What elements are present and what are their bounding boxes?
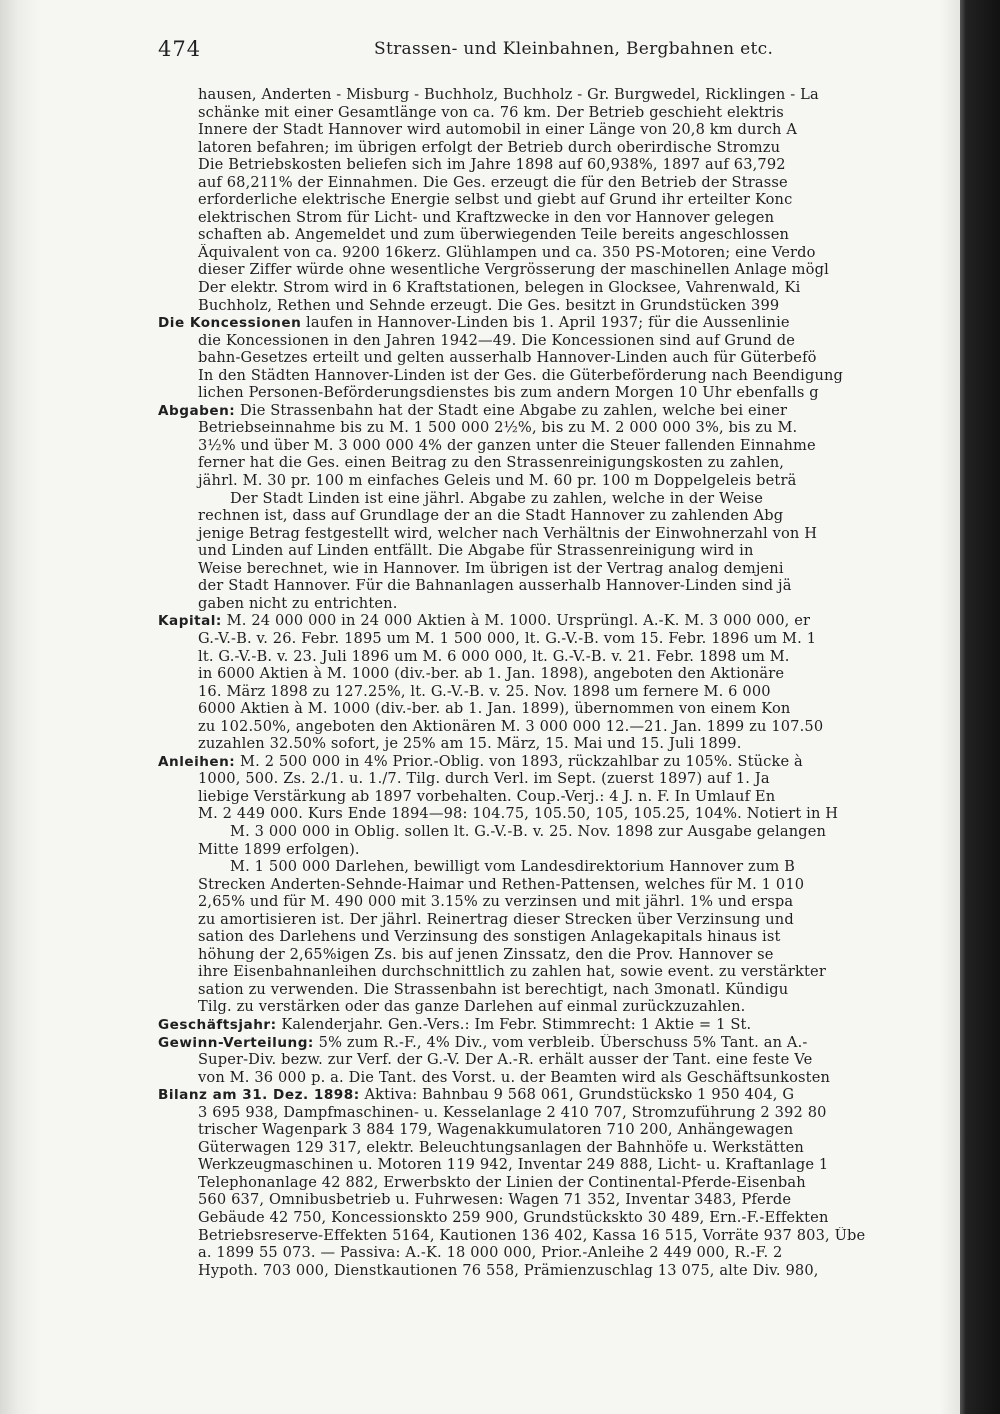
text-line	[158, 858, 958, 876]
text-line	[158, 595, 958, 613]
text-line	[158, 770, 958, 788]
text-line	[158, 174, 958, 192]
line-text: 1000, 500. Zs. 2./1. u. 1./7. Tilg. durch Verl. im Sept. (zuerst 1897) auf 1. Ja	[198, 770, 770, 788]
line-text: ihre Eisenbahnanleihen durchschnittlich zu zahlen hat, sowie event. zu verstärkter	[198, 963, 826, 981]
line-text: sation des Darlehens und Verzinsung des sonstigen Anlagekapitals hinaus ist	[198, 928, 781, 946]
line-text: Güterwagen 129 317, elektr. Beleuchtungsanlagen der Bahnhöfe u. Werkstätten	[198, 1138, 804, 1156]
text-line	[158, 367, 958, 385]
line-text: trischer Wagenpark 3 884 179, Wagenakkumulatoren 710 200, Anhängewagen	[198, 1121, 794, 1139]
line-text: Betriebsreserve-Effekten 5164, Kautionen 136 402, Kassa 16 515, Vorräte 937 803, Übe	[198, 1226, 866, 1244]
text-line	[158, 507, 958, 525]
text-line	[158, 1139, 958, 1157]
line-text: zuzahlen 32.50% sofort, je 25% am 15. März, 15. Mai und 15. Juli 1899.	[198, 735, 742, 753]
line-text: Innere der Stadt Hannover wird automobil in einer Länge von 20,8 km durch A	[198, 121, 798, 139]
line-text: Der Stadt Linden ist eine jährl. Abgabe zu zahlen, welche in der Weise	[230, 489, 764, 507]
text-line	[158, 279, 958, 297]
text-line	[158, 542, 958, 560]
line-text: jenige Betrag festgestellt wird, welcher nach Verhältnis der Einwohnerzahl von H	[198, 524, 818, 542]
line-text: zu amortisieren ist. Der jährl. Reinertrag dieser Strecken über Verzinsung und	[198, 910, 794, 928]
text-line	[158, 139, 958, 157]
text-line	[158, 244, 958, 262]
text-line	[158, 1156, 958, 1174]
text-line	[158, 1262, 958, 1280]
book-binding-edge	[960, 0, 1000, 1414]
line-text: der Stadt Hannover. Für die Bahnanlagen ausserhalb Hannover-Linden sind jä	[198, 577, 792, 595]
section-lead: Bilanz am 31. Dez. 1898:	[158, 1087, 360, 1104]
line-text: latoren befahren; im übrigen erfolgt der Betrieb durch oberirdische Stromzu	[198, 138, 781, 156]
text-line	[158, 665, 958, 683]
line-text: höhung der 2,65%igen Zs. bis auf jenen Zinssatz, den die Prov. Hannover se	[198, 945, 774, 963]
line-text: Betriebseinnahme bis zu M. 1 500 000 2½%, bis zu M. 2 000 000 3%, bis zu M.	[198, 419, 798, 437]
line-text: Mitte 1899 erfolgen).	[198, 840, 360, 858]
line-text: erforderliche elektrische Energie selbst und giebt auf Grund ihr erteilter Konc	[198, 191, 793, 209]
text-line	[158, 700, 958, 718]
text-line	[158, 525, 958, 543]
text-line	[158, 314, 958, 332]
text-line	[158, 402, 958, 420]
text-line	[158, 1227, 958, 1245]
line-text: in 6000 Aktien à M. 1000 (div.-ber. ab 1. Jan. 1898), angeboten den Aktionäre	[198, 665, 785, 683]
text-line	[158, 349, 958, 367]
line-text: Der elektr. Strom wird in 6 Kraftstationen, belegen in Glocksee, Vahrenwald, Ki	[198, 279, 801, 297]
line-text: 3½% und über M. 3 000 000 4% der ganzen unter die Steuer fallenden Einnahme	[198, 436, 816, 454]
text-line	[158, 437, 958, 455]
line-text: von M. 36 000 p. a. Die Tant. des Vorst. u. der Beamten wird als Geschäftsunkosten	[198, 1068, 831, 1086]
text-line	[158, 735, 958, 753]
text-line	[158, 1086, 958, 1104]
line-text: Die Betriebskosten beliefen sich im Jahre 1898 auf 60,938%, 1897 auf 63,792	[198, 156, 786, 174]
text-line	[158, 805, 958, 823]
section-lead: Geschäftsjahr:	[158, 1016, 277, 1033]
line-text: die Koncessionen in den Jahren 1942—49. Die Koncessionen sind auf Grund de	[198, 331, 796, 349]
text-line	[158, 86, 958, 104]
line-text: Hypoth. 703 000, Dienstkautionen 76 558, Prämienzuschlag 13 075, alte Div. 980,	[198, 1261, 819, 1279]
text-line	[158, 191, 958, 209]
text-line	[158, 753, 958, 771]
line-text: elektrischen Strom für Licht- und Kraftzwecke in den vor Hannover gelegen	[198, 208, 775, 226]
text-line	[158, 209, 958, 227]
text-line	[158, 1069, 958, 1087]
line-text: jährl. M. 30 pr. 100 m einfaches Geleis und M. 60 pr. 100 m Doppelgeleis beträ	[198, 472, 797, 490]
text-line	[158, 630, 958, 648]
line-text: M. 2 500 000 in 4% Prior.-Oblig. von 1893, rückzahlbar zu 105%. Stücke à	[235, 752, 803, 770]
line-text: M. 1 500 000 Darlehen, bewilligt vom Landesdirektorium Hannover zum B	[230, 858, 796, 876]
line-text: Buchholz, Rethen und Sehnde erzeugt. Die Ges. besitzt in Grundstücken 399	[198, 296, 780, 314]
line-text: G.-V.-B. v. 26. Febr. 1895 um M. 1 500 000, lt. G.-V.-B. vom 15. Febr. 1896 um M. 1	[198, 629, 817, 647]
line-text: Kalenderjahr. Gen.-Vers.: Im Febr. Stimmrecht: 1 Aktie = 1 St.	[276, 1015, 752, 1033]
line-text: Strecken Anderten-Sehnde-Haimar und Rethen-Pattensen, welches für M. 1 010	[198, 875, 805, 893]
text-line	[158, 998, 958, 1016]
text-line	[158, 297, 958, 315]
text-line	[158, 472, 958, 490]
line-text: Aktiva: Bahnbau 9 568 061, Grundstücksko 1 950 404, G	[359, 1086, 795, 1104]
text-line	[158, 490, 958, 508]
section-lead: Abgaben:	[158, 402, 236, 419]
text-line	[158, 612, 958, 630]
text-line	[158, 911, 958, 929]
line-text: ferner hat die Ges. einen Beitrag zu den Strassenreinigungskosten zu zahlen,	[198, 454, 785, 472]
text-line	[158, 648, 958, 666]
line-text: Weise berechnet, wie in Hannover. Im übrigen ist der Vertrag analog demjeni	[198, 559, 784, 577]
line-text: Super-Div. bezw. zur Verf. der G.-V. Der A.-R. erhält ausser der Tant. eine feste Ve	[198, 1051, 813, 1069]
text-line	[158, 788, 958, 806]
section-lead: Kapital:	[158, 613, 222, 630]
line-text: M. 2 449 000. Kurs Ende 1894—98: 104.75, 105.50, 105, 105.25, 104%. Notiert in H	[198, 805, 839, 823]
text-line	[158, 963, 958, 981]
text-line	[158, 121, 958, 139]
section-lead: Gewinn-Verteilung:	[158, 1034, 314, 1051]
line-text: In den Städten Hannover-Linden ist der Ges. die Güterbeförderung nach Beendigung	[198, 366, 844, 384]
text-line	[158, 560, 958, 578]
line-text: Gebäude 42 750, Koncessionskto 259 900, Grundstückskto 30 489, Ern.-F.-Effekten	[198, 1209, 829, 1226]
text-line	[158, 156, 958, 174]
line-text: Werkzeugmaschinen u. Motoren 119 942, Inventar 249 888, Licht- u. Kraftanlage 1	[198, 1156, 829, 1174]
text-line	[158, 104, 958, 122]
text-line	[158, 683, 958, 701]
line-text: und Linden auf Linden entfällt. Die Abgabe für Strassenreinigung wird in	[198, 542, 754, 560]
line-text: 16. März 1898 zu 127.25%, lt. G.-V.-B. v. 25. Nov. 1898 um fernere M. 6 000	[198, 682, 771, 700]
text-line	[158, 1121, 958, 1139]
text-line	[158, 981, 958, 999]
text-line	[158, 332, 958, 350]
text-line	[158, 718, 958, 736]
line-text: Telephonanlage 42 882, Erwerbskto der Linien der Continental-Pferde-Eisenbah	[198, 1173, 806, 1191]
line-text: lichen Personen-Beförderungsdienstes bis zum andern Morgen 10 Uhr ebenfalls g	[198, 384, 819, 402]
text-line	[158, 1034, 958, 1052]
text-line	[158, 261, 958, 279]
text-line	[158, 876, 958, 894]
line-text: Die Strassenbahn hat der Stadt eine Abgabe zu zahlen, welche bei einer	[235, 401, 788, 419]
text-line	[158, 454, 958, 472]
text-line	[158, 928, 958, 946]
text-line	[158, 1016, 958, 1034]
line-text: zu 102.50%, angeboten den Aktionären M. 3 000 000 12.—21. Jan. 1899 zu 107.50	[198, 717, 824, 735]
section-lead: Die Koncessionen	[158, 315, 302, 332]
line-text: rechnen ist, dass auf Grundlage der an die Stadt Hannover zu zahlenden Abg	[198, 507, 784, 525]
running-title: Strassen- und Kleinbahnen, Bergbahnen etc.	[374, 39, 774, 59]
line-text: laufen in Hannover-Linden bis 1. April 1937; für die Aussenlinie	[301, 314, 790, 332]
text-line	[158, 893, 958, 911]
line-text: M. 3 000 000 in Oblig. sollen lt. G.-V.-B. v. 25. Nov. 1898 zur Ausgabe gelangen	[230, 822, 827, 840]
text-line	[158, 823, 958, 841]
line-text: auf 68,211% der Einnahmen. Die Ges. erzeugt die für den Betrieb der Strasse	[198, 173, 788, 191]
line-text: 6000 Aktien à M. 1000 (div.-ber. ab 1. Jan. 1899), übernommen von einem Kon	[198, 700, 791, 718]
line-text: 560 637, Omnibusbetrieb u. Fuhrwesen: Wagen 71 352, Inventar 3483, Pferde	[198, 1191, 792, 1209]
line-text: 2,65% und für M. 490 000 mit 3.15% zu verzinsen und mit jährl. 1% und erspa	[198, 893, 794, 911]
line-text: bahn-Gesetzes erteilt und gelten ausserhalb Hannover-Linden auch für Güterbefö	[198, 349, 817, 367]
line-text: gaben nicht zu entrichten.	[198, 594, 398, 612]
text-line	[158, 841, 958, 859]
line-text: 3 695 938, Dampfmaschinen- u. Kesselanlage 2 410 707, Stromzuführung 2 392 80	[198, 1103, 827, 1121]
text-line	[158, 384, 958, 402]
line-text: 5% zum R.-F., 4% Div., vom verbleib. Überschuss 5% Tant. an A.-	[313, 1033, 808, 1051]
line-text: schaften ab. Angemeldet und zum überwiegenden Teile bereits angeschlossen	[198, 226, 790, 244]
text-line	[158, 1244, 958, 1262]
text-line	[158, 946, 958, 964]
line-text: schänke mit einer Gesamtlänge von ca. 76 km. Der Betrieb geschieht elektris	[198, 103, 784, 121]
text-line	[158, 419, 958, 437]
text-line	[158, 1191, 958, 1209]
line-text: hausen, Anderten - Misburg - Buchholz, Buchholz - Gr. Burgwedel, Ricklingen - La	[198, 86, 819, 103]
line-text: M. 24 000 000 in 24 000 Aktien à M. 1000. Ursprüngl. A.-K. M. 3 000 000, er	[221, 612, 811, 630]
page-number: 474	[158, 37, 202, 61]
text-line	[158, 1174, 958, 1192]
line-text: sation zu verwenden. Die Strassenbahn ist berechtigt, nach 3monatl. Kündigu	[198, 980, 789, 998]
text-line	[158, 1051, 958, 1069]
section-lead: Anleihen:	[158, 753, 236, 770]
text-line	[158, 1209, 958, 1227]
line-text: Äquivalent von ca. 9200 16kerz. Glühlampen und ca. 350 PS-Motoren; eine Verdo	[198, 243, 816, 261]
text-line	[158, 577, 958, 595]
line-text: a. 1899 55 073. — Passiva: A.-K. 18 000 000, Prior.-Anleihe 2 449 000, R.-F. 2	[198, 1244, 783, 1262]
line-text: liebige Verstärkung ab 1897 vorbehalten. Coup.-Verj.: 4 J. n. F. In Umlauf En	[198, 787, 776, 805]
text-line	[158, 1104, 958, 1122]
text-line	[158, 226, 958, 244]
page-header	[158, 37, 798, 63]
line-text: dieser Ziffer würde ohne wesentliche Vergrösserung der maschinellen Anlage mögl	[198, 261, 829, 279]
body-text	[158, 86, 958, 1406]
line-text: lt. G.-V.-B. v. 23. Juli 1896 um M. 6 000 000, lt. G.-V.-B. v. 21. Febr. 1898 um M.	[198, 647, 790, 665]
line-text: Tilg. zu verstärken oder das ganze Darlehen auf einmal zurückzuzahlen.	[198, 998, 746, 1016]
